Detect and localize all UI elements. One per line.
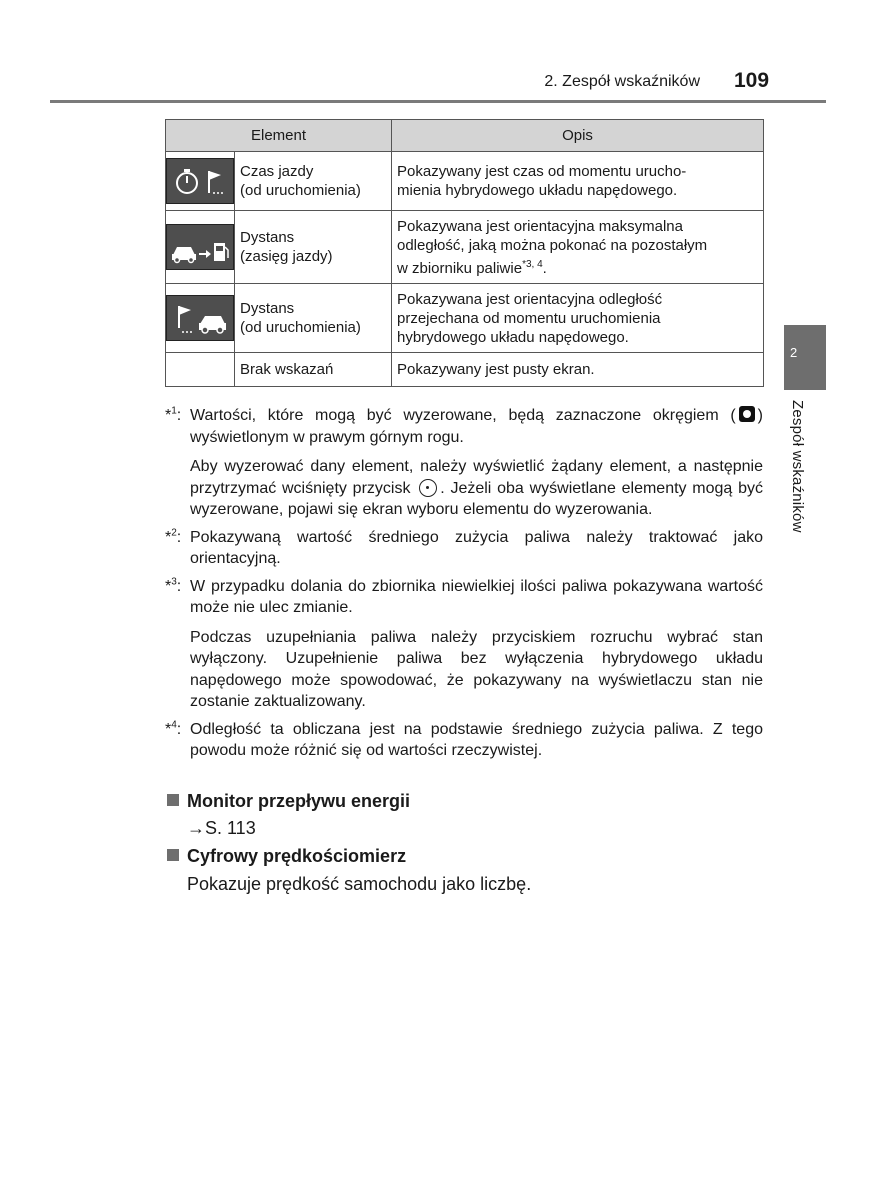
- section-body-text: Pokazuje prędkość samochodu jako liczbę.: [187, 874, 532, 894]
- footnote-text: . Jeżeli oba wyświetlane elementy mogą być wyzerowane, pojawi się ekran wyboru elementu do wyzerowania.: [190, 479, 763, 518]
- chapter-tab: [784, 325, 826, 390]
- description-line: mienia hybrydowego układu napędowego.: [397, 182, 678, 199]
- footnote-marker: [165, 719, 181, 741]
- footnote-star: *: [165, 407, 172, 424]
- footnote-paragraph: [190, 405, 763, 448]
- description-line: w zbiorniku paliwie: [397, 259, 523, 277]
- element-description-cell: [392, 353, 764, 387]
- description-line: Pokazywana jest orientacyjna odległość: [397, 290, 663, 308]
- section-title: Monitor przepływu energii: [187, 791, 411, 811]
- footnote-paragraph: Pokazywaną wartość średniego zużycia paliwa należy traktować jako orientacyjną.: [190, 528, 763, 567]
- footnote-number: 4: [171, 719, 177, 731]
- footnotes: [165, 405, 763, 768]
- description-line: Pokazywany jest pusty ekran.: [397, 361, 595, 378]
- footnote-paragraph: Podczas uzupełniania paliwa należy przyciskiem rozruchu wybrać stan wyłączony. Uzupełnienie paliwa bez wyłączenia hybrydowego układu napędowego może spowodować, że pokazywany na wyświetlaczu stan nie zostanie zaktualizowany.: [190, 628, 763, 710]
- table-header-element: Element: [166, 120, 392, 152]
- footnote-text: Aby wyzerować dany element, należy wyświetlić żądany element, a następnie przytrzymać wciśnięty przycisk: [190, 458, 763, 497]
- page-number: 109: [734, 69, 770, 92]
- footnote-number: 1: [171, 405, 177, 417]
- footnote-reference: *3, 4: [522, 258, 543, 270]
- elements-table: [165, 119, 764, 387]
- footnote-marker: [165, 576, 181, 598]
- footnote-3: [165, 576, 763, 713]
- footnote-marker: [165, 405, 181, 427]
- section-heading-digital-speedometer: [167, 846, 406, 867]
- footnote-number: 2: [171, 527, 177, 539]
- table-header-row: [166, 120, 764, 152]
- square-bullet-icon: [167, 849, 179, 861]
- description-line: hybrydowego układu napędowego.: [397, 328, 629, 346]
- chapter-number: 2: [790, 345, 798, 360]
- element-name-cell: [235, 284, 392, 353]
- description-line: Pokazywana jest orientacyjna maksymalna: [397, 217, 683, 235]
- icon-cell: [166, 152, 235, 211]
- footnote-marker: [165, 527, 181, 549]
- description-line: przejechana od momentu uruchomienia: [397, 309, 661, 327]
- element-name-line: Dystans: [240, 300, 295, 317]
- flag-car-icon: [166, 295, 234, 341]
- element-name-line: (od uruchomienia): [240, 319, 361, 336]
- header-section-title: 2. Zespół wskaźników: [544, 73, 700, 90]
- description-tail: .: [542, 259, 547, 277]
- element-description-cell: [392, 284, 764, 353]
- element-name-cell: [235, 152, 392, 211]
- car-to-fuel-pump-icon: [166, 224, 234, 270]
- section-cross-reference[interactable]: →S. 113: [187, 818, 256, 838]
- element-name-cell: [235, 353, 392, 387]
- section-title: Cyfrowy prędkościomierz: [187, 846, 407, 866]
- table-row: [166, 152, 764, 211]
- element-name-line: Brak wskazań: [240, 361, 334, 378]
- chapter-side-title: Zespół wskaźników: [789, 400, 806, 533]
- element-name-line: (od uruchomienia): [240, 182, 361, 199]
- element-description-cell: [392, 152, 764, 211]
- footnote-paragraph: Odległość ta obliczana jest na podstawie średniego zużycia paliwa. Z tego powodu może różnić się od wartości rzeczywistej.: [190, 720, 763, 759]
- footnote-2: [165, 527, 763, 570]
- icon-cell: [166, 353, 235, 387]
- footnote-paragraph: W przypadku dolania do zbiornika niewielkiej ilości paliwa pokazywana wartość może nie ulec zmianie.: [190, 577, 763, 616]
- table-header-description: Opis: [392, 120, 764, 152]
- header-rule: [50, 100, 826, 103]
- footnote-text: ) wyświetlonym w prawym górnym rogu.: [190, 407, 763, 446]
- description-line: Pokazywany jest czas od momentu urucho-: [397, 163, 687, 180]
- table-row: [166, 284, 764, 353]
- square-bullet-icon: [167, 794, 179, 806]
- footnote-star: *: [165, 577, 172, 595]
- footnote-star: *: [165, 528, 172, 546]
- footnote-4: [165, 719, 763, 762]
- footnote-colon: :: [176, 577, 182, 595]
- section-heading-energy-monitor: [167, 791, 410, 812]
- element-description-cell: [392, 211, 764, 284]
- footnote-number: 3: [171, 576, 177, 588]
- table-row: [166, 211, 764, 284]
- element-name-line: Dystans: [240, 229, 295, 246]
- table-row: [166, 353, 764, 387]
- element-name-cell: [235, 211, 392, 284]
- description-line: odległość, jaką można pokonać na pozostałym: [397, 236, 708, 254]
- footnote-text: Wartości, które mogą być wyzerowane, będą zaznaczone okręgiem (: [190, 407, 736, 424]
- element-name-line: (zasięg jazdy): [240, 248, 333, 265]
- stopwatch-flag-icon: [166, 158, 234, 204]
- reset-circle-icon: [739, 406, 755, 422]
- display-button-icon: [419, 479, 437, 497]
- element-name-line: Czas jazdy: [240, 163, 314, 180]
- footnote-1: [165, 405, 763, 521]
- footnote-colon: :: [176, 528, 182, 546]
- footnote-paragraph: [190, 456, 763, 521]
- footnote-colon: :: [176, 407, 182, 424]
- icon-cell: [166, 211, 235, 284]
- footnote-colon: :: [176, 720, 182, 738]
- icon-cell: [166, 284, 235, 353]
- footnote-star: *: [165, 720, 172, 738]
